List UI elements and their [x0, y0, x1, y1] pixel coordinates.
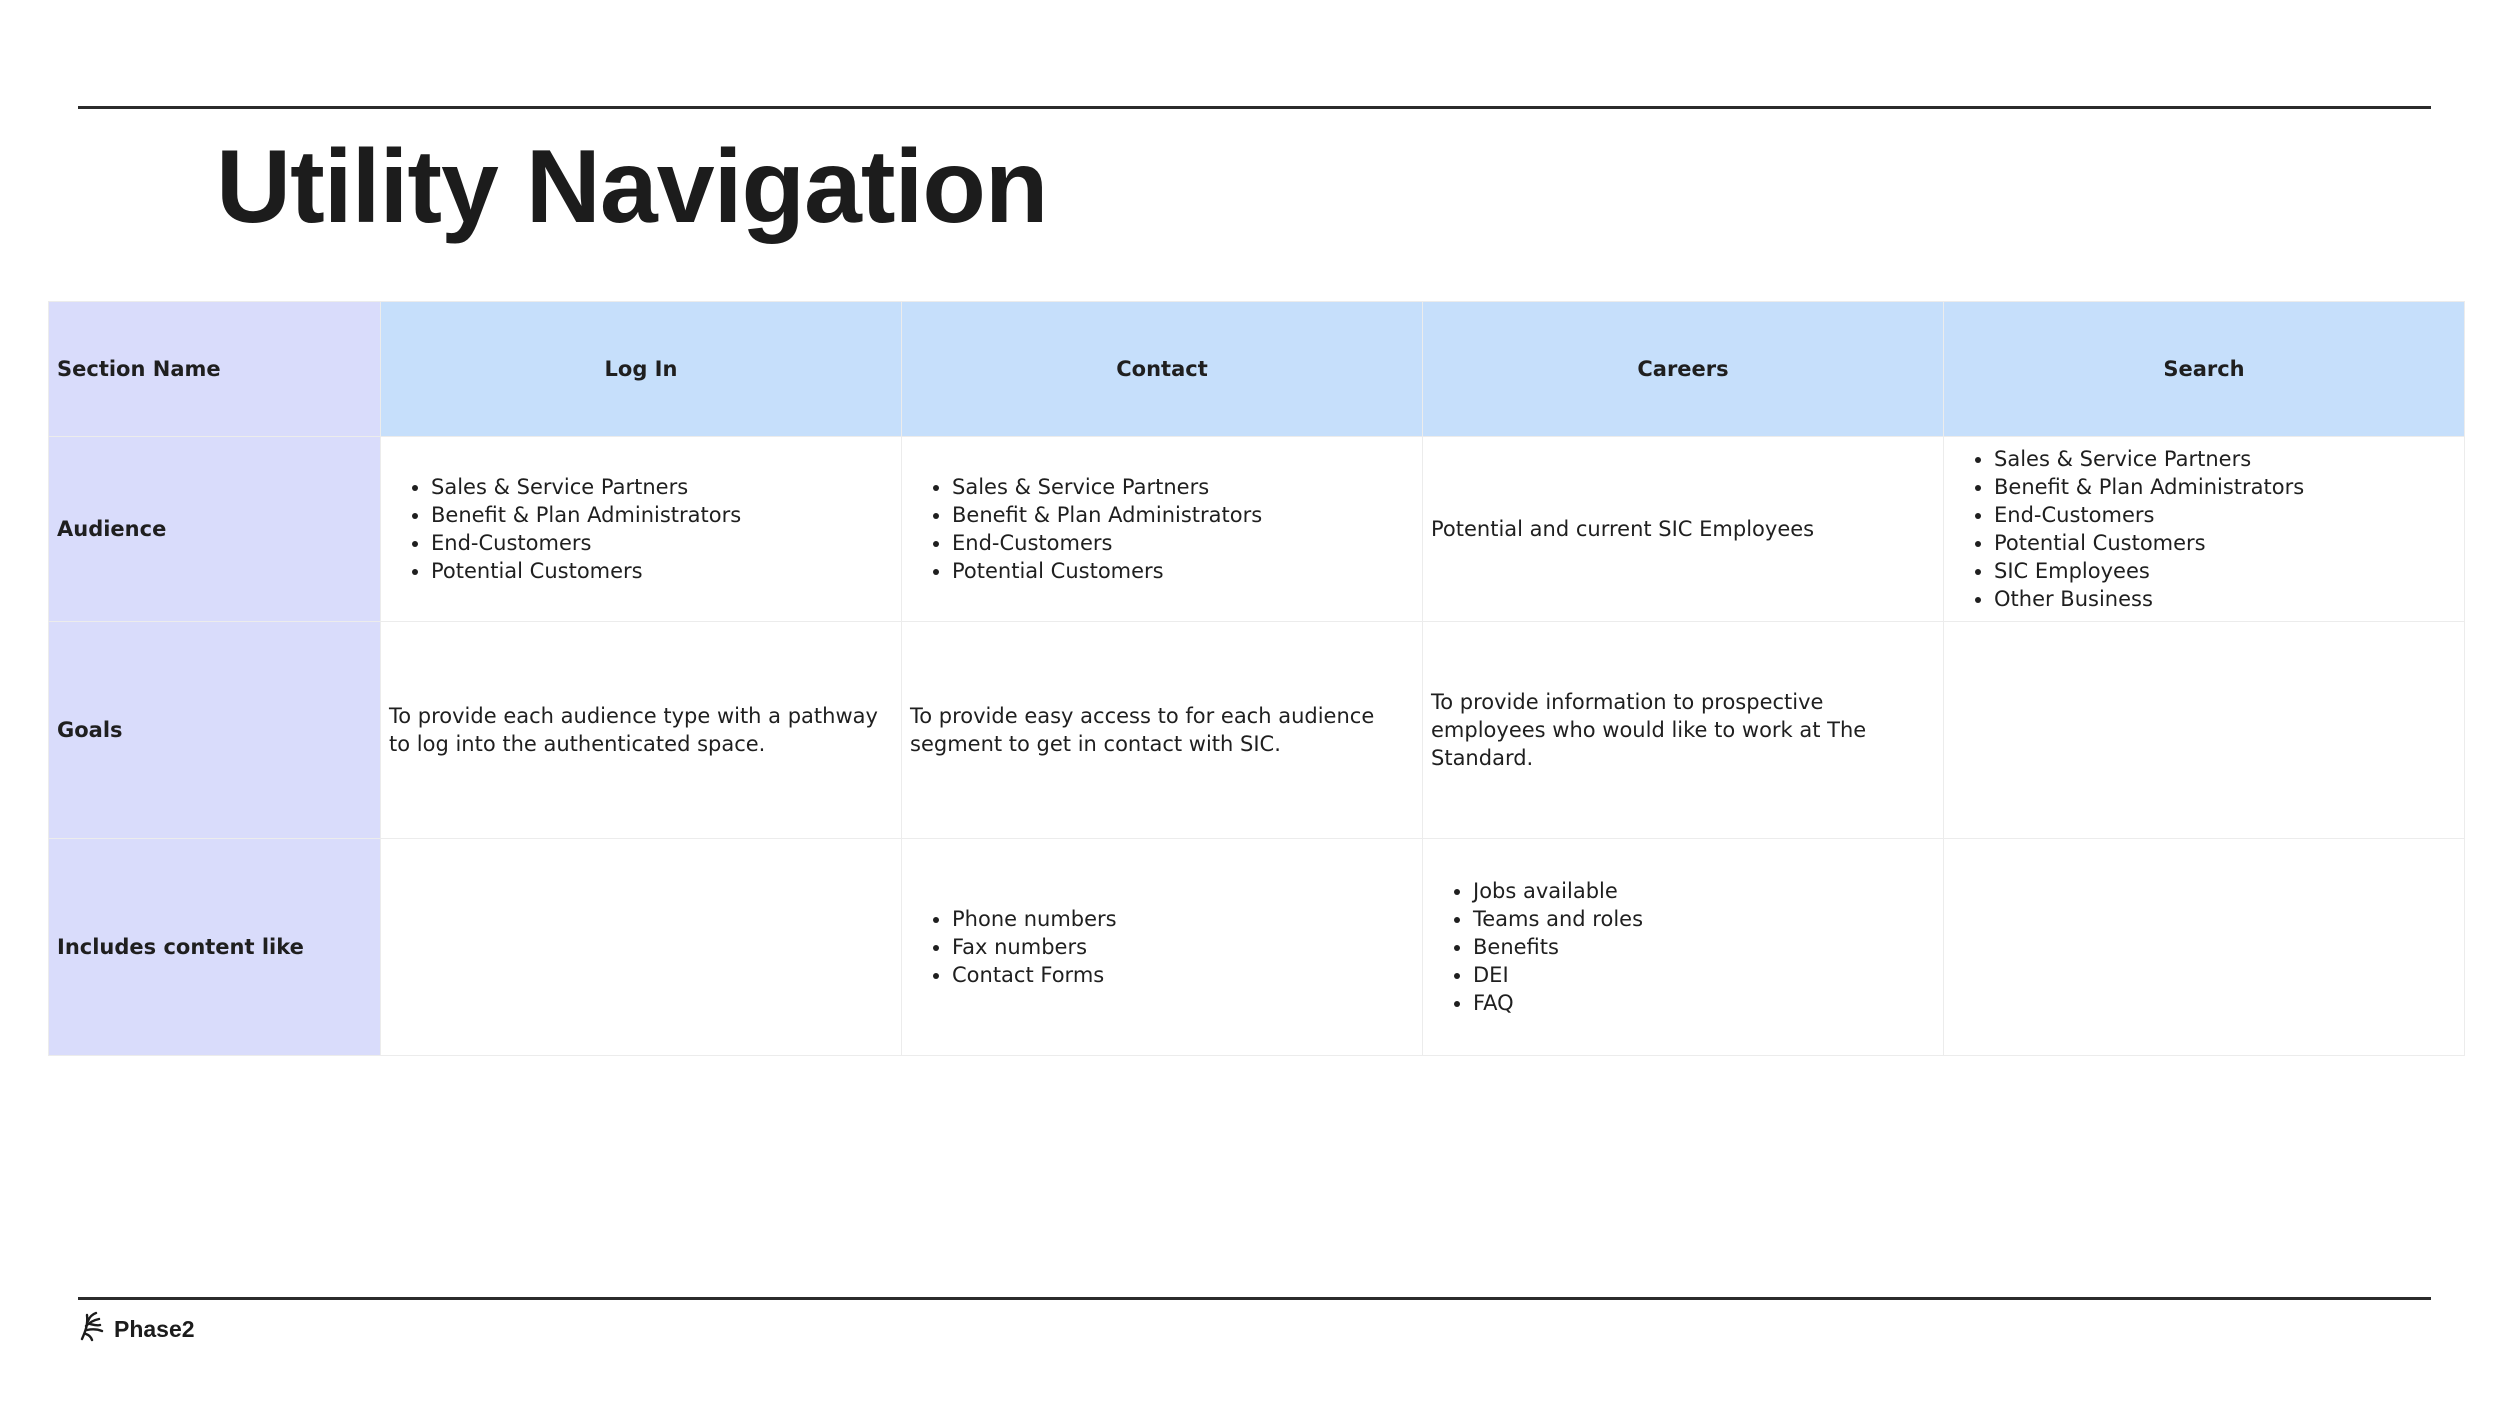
list-item: • Potential Customers	[1994, 529, 2456, 557]
list-item: • Benefit & Plan Administrators	[952, 501, 1414, 529]
list-item: • Sales & Service Partners	[952, 473, 1414, 501]
list-item: • Sales & Service Partners	[1994, 445, 2456, 473]
audience-row	[49, 437, 2465, 622]
row-label-includes: Includes content like	[49, 839, 381, 1056]
contact-audience-cell	[902, 437, 1423, 622]
search-audience-list	[1952, 445, 2456, 613]
list-item: • Benefits	[1473, 933, 1935, 961]
list-item: • SIC Employees	[1994, 557, 2456, 585]
page-title: Utility Navigation	[216, 129, 1048, 245]
utility-nav-table	[48, 301, 2465, 1056]
list-item: • End-Customers	[952, 529, 1414, 557]
contact-includes-cell	[902, 839, 1423, 1056]
column-header-careers: Careers	[1423, 302, 1944, 437]
list-item: • Potential Customers	[431, 557, 893, 585]
column-header-search: Search	[1944, 302, 2465, 437]
list-item: • Sales & Service Partners	[431, 473, 893, 501]
list-item: • End-Customers	[431, 529, 893, 557]
careers-goals-cell: To provide information to prospective employees who would like to work at The Standard.	[1423, 622, 1944, 839]
careers-includes-list	[1431, 877, 1935, 1017]
bottom-divider	[78, 1297, 2431, 1300]
contact-audience-list	[910, 473, 1414, 585]
search-includes-cell	[1944, 839, 2465, 1056]
row-label-section-name: Section Name	[49, 302, 381, 437]
list-item: • End-Customers	[1994, 501, 2456, 529]
list-item: • Other Business	[1994, 585, 2456, 613]
log-in-audience-list	[389, 473, 893, 585]
list-item: • Phone numbers	[952, 905, 1414, 933]
column-header-log-in: Log In	[381, 302, 902, 437]
footer-brand	[78, 1310, 195, 1348]
careers-audience-cell: Potential and current SIC Employees	[1423, 437, 1944, 622]
log-in-goals-cell: To provide each audience type with a pathway to log into the authenticated space.	[381, 622, 902, 839]
search-goals-cell	[1944, 622, 2465, 839]
log-in-includes-cell	[381, 839, 902, 1056]
phase2-logo-icon	[78, 1310, 110, 1348]
list-item: • Benefit & Plan Administrators	[431, 501, 893, 529]
list-item: • FAQ	[1473, 989, 1935, 1017]
list-item: • Teams and roles	[1473, 905, 1935, 933]
list-item: • Benefit & Plan Administrators	[1994, 473, 2456, 501]
log-in-audience-cell	[381, 437, 902, 622]
search-audience-cell	[1944, 437, 2465, 622]
list-item: • DEI	[1473, 961, 1935, 989]
includes-row	[49, 839, 2465, 1056]
goals-row	[49, 622, 2465, 839]
list-item: • Contact Forms	[952, 961, 1414, 989]
header-row	[49, 302, 2465, 437]
list-item: • Fax numbers	[952, 933, 1414, 961]
careers-includes-cell	[1423, 839, 1944, 1056]
row-label-audience: Audience	[49, 437, 381, 622]
brand-name: Phase2	[114, 1315, 195, 1342]
top-divider	[78, 106, 2431, 109]
list-item: • Potential Customers	[952, 557, 1414, 585]
column-header-contact: Contact	[902, 302, 1423, 437]
contact-includes-list	[910, 905, 1414, 989]
list-item: • Jobs available	[1473, 877, 1935, 905]
contact-goals-cell: To provide easy access to for each audience segment to get in contact with SIC.	[902, 622, 1423, 839]
row-label-goals: Goals	[49, 622, 381, 839]
